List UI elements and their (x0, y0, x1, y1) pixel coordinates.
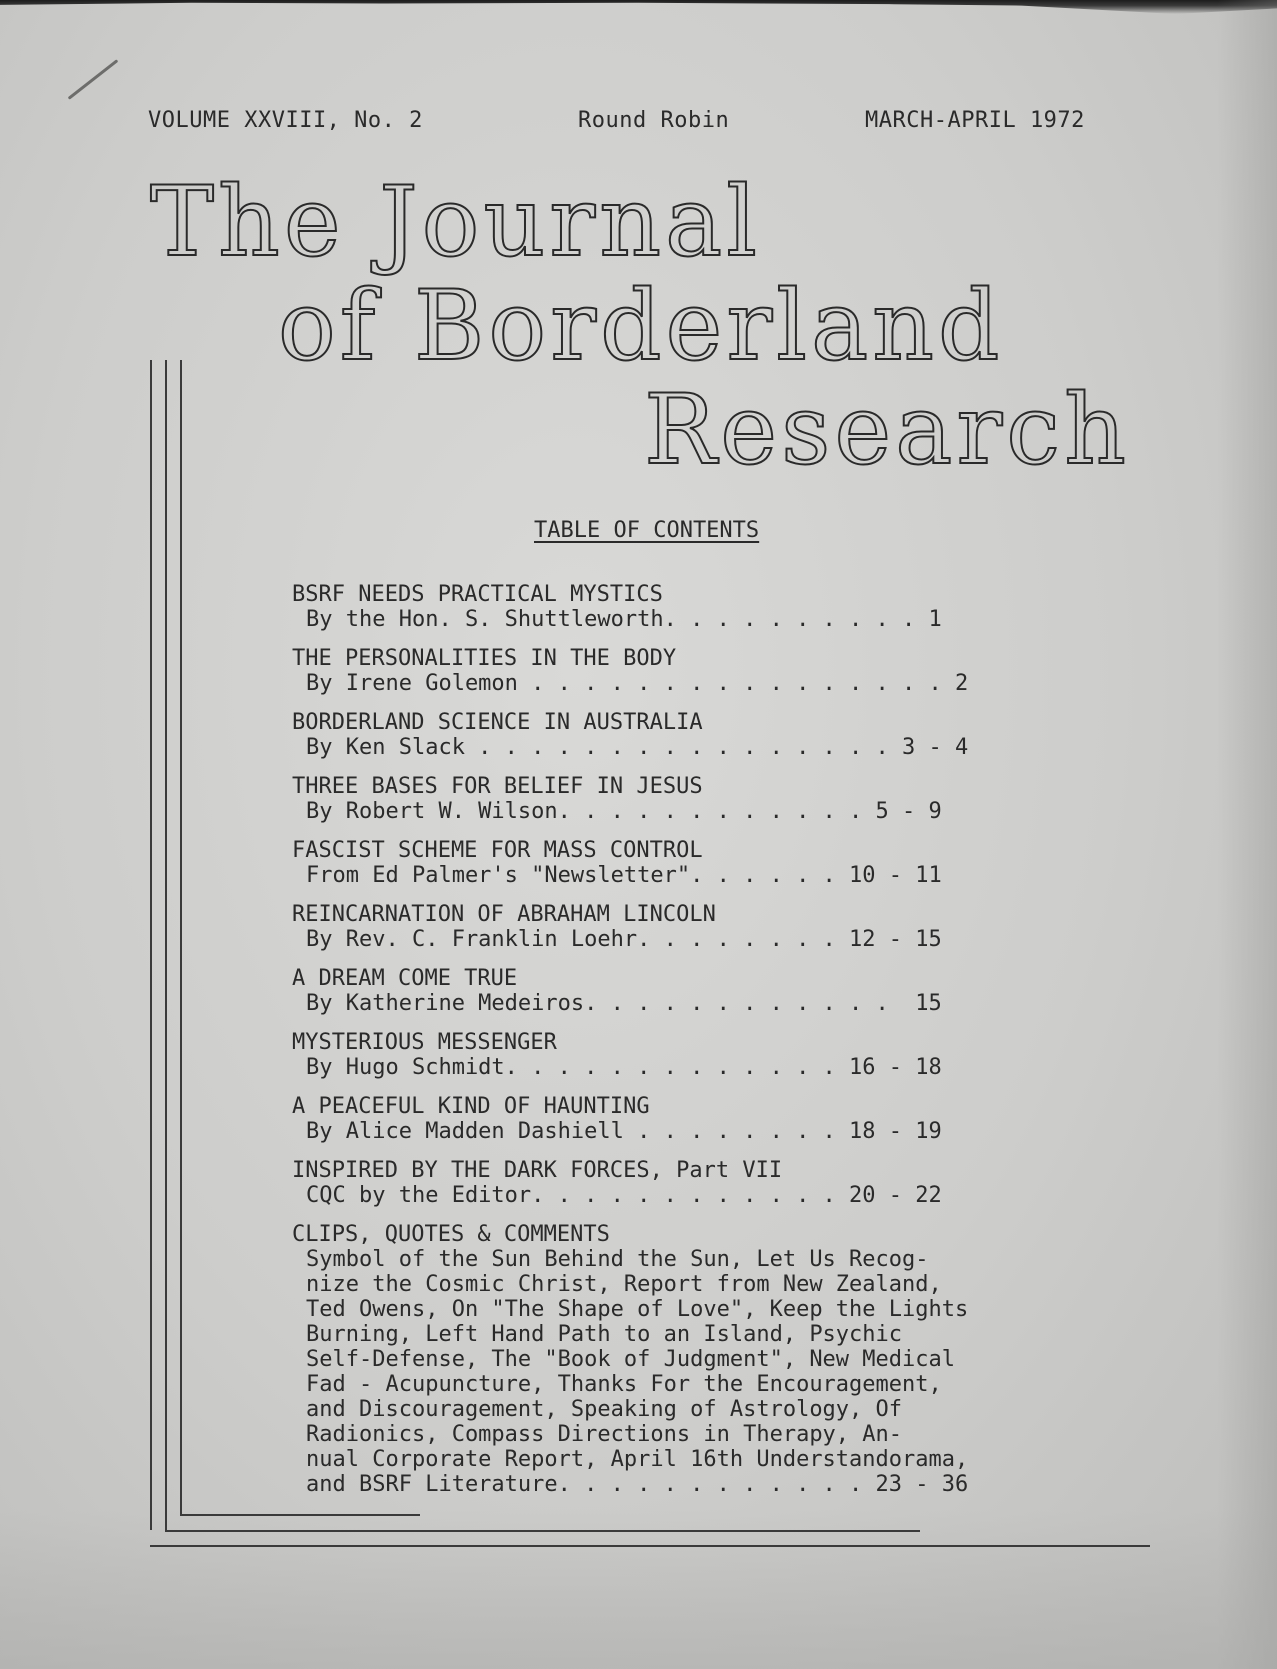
toc-heading: TABLE OF CONTENTS (534, 518, 760, 543)
toc-entry (292, 774, 1072, 824)
page-bottom-shade (0, 1509, 1277, 1669)
toc-entry-title: A DREAM COME TRUE (292, 966, 518, 991)
toc-entry-byline: By Robert W. Wilson. . . . . . . . . . . . 5 - 9 (306, 799, 942, 824)
toc-entry-byline: By Ken Slack . . . . . . . . . . . . . . . . 3 - 4 (306, 735, 969, 760)
toc-entry (292, 966, 1072, 1016)
toc-entry-description: Symbol of the Sun Behind the Sun, Let Us Recog- nize the Cosmic Christ, Report from New Zealand, Ted Owens, On "The Shape of Love", Keep the Lights Burning, Left Hand Path to an Island, Psychic Self-Defense, The "Book of Judgment", New Medical Fad - Acupuncture, Thanks For the Encouragement, and Discouragement, Speaking of Astrology, Of Radionics, Compass Directions in Therapy, An- nual Corporate Report, April 16th Understandorama, and BSRF Literature. . . . . . . . . . . . 23 - 36 (306, 1247, 969, 1497)
page-edge-shadow (1217, 0, 1277, 1669)
volume-number: VOLUME XXVIII, No. 2 (148, 108, 423, 133)
toc-entry (292, 646, 1072, 696)
border-rule-bottom-middle (165, 1530, 920, 1532)
torn-top-edge (0, 0, 1277, 14)
toc-entry-byline: CQC by the Editor. . . . . . . . . . . . 20 - 22 (306, 1183, 942, 1208)
toc-entry (292, 1158, 1072, 1208)
border-rule-middle (165, 360, 167, 1530)
toc-entry (292, 902, 1072, 952)
masthead-line-1: The Journal (150, 166, 761, 278)
toc-entry-byline: By Alice Madden Dashiell . . . . . . . . 18 - 19 (306, 1119, 942, 1144)
issue-date: MARCH-APRIL 1972 (865, 108, 1085, 133)
toc-entry (292, 838, 1072, 888)
toc-entry-byline: By Irene Golemon . . . . . . . . . . . . . . . . 2 (306, 671, 969, 696)
toc-entry-byline: By Katherine Medeiros. . . . . . . . . . . . 15 (306, 991, 942, 1016)
toc-entry-byline: From Ed Palmer's "Newsletter". . . . . . 10 - 11 (306, 863, 942, 888)
toc-entry-title: BSRF NEEDS PRACTICAL MYSTICS (292, 582, 663, 607)
pencil-mark (68, 59, 119, 100)
toc-entry (292, 582, 1072, 632)
toc-entry (292, 1094, 1072, 1144)
toc-entry-title: CLIPS, QUOTES & COMMENTS (292, 1222, 610, 1247)
toc-entry-title: REINCARNATION OF ABRAHAM LINCOLN (292, 902, 716, 927)
border-rule-bottom-outer (150, 1545, 1150, 1547)
masthead-line-3: Research (644, 374, 1130, 486)
border-rule-outer (150, 360, 152, 1530)
toc-entry-title: FASCIST SCHEME FOR MASS CONTROL (292, 838, 703, 863)
toc-entry-byline: By the Hon. S. Shuttleworth. . . . . . . . . . 1 (306, 607, 942, 632)
toc-entry-title: THE PERSONALITIES IN THE BODY (292, 646, 677, 671)
border-rule-bottom-inner (180, 1514, 420, 1516)
toc-entry-title: MYSTERIOUS MESSENGER (292, 1030, 557, 1055)
toc-entry-title: A PEACEFUL KIND OF HAUNTING (292, 1094, 650, 1119)
toc-entry-clips (292, 1222, 1072, 1497)
border-rule-inner (180, 360, 182, 1514)
toc-entry-title: THREE BASES FOR BELIEF IN JESUS (292, 774, 703, 799)
table-of-contents (292, 582, 1072, 1511)
round-robin-label: Round Robin (578, 108, 730, 133)
toc-entry-title: BORDERLAND SCIENCE IN AUSTRALIA (292, 710, 703, 735)
toc-entry (292, 1030, 1072, 1080)
toc-entry-title: INSPIRED BY THE DARK FORCES, Part VII (292, 1158, 783, 1183)
toc-entry (292, 710, 1072, 760)
toc-entry-byline: By Hugo Schmidt. . . . . . . . . . . . . 16 - 18 (306, 1055, 942, 1080)
masthead-line-2: of Borderland (278, 270, 1004, 382)
toc-entry-byline: By Rev. C. Franklin Loehr. . . . . . . . 12 - 15 (306, 927, 942, 952)
issue-header (148, 108, 1108, 138)
